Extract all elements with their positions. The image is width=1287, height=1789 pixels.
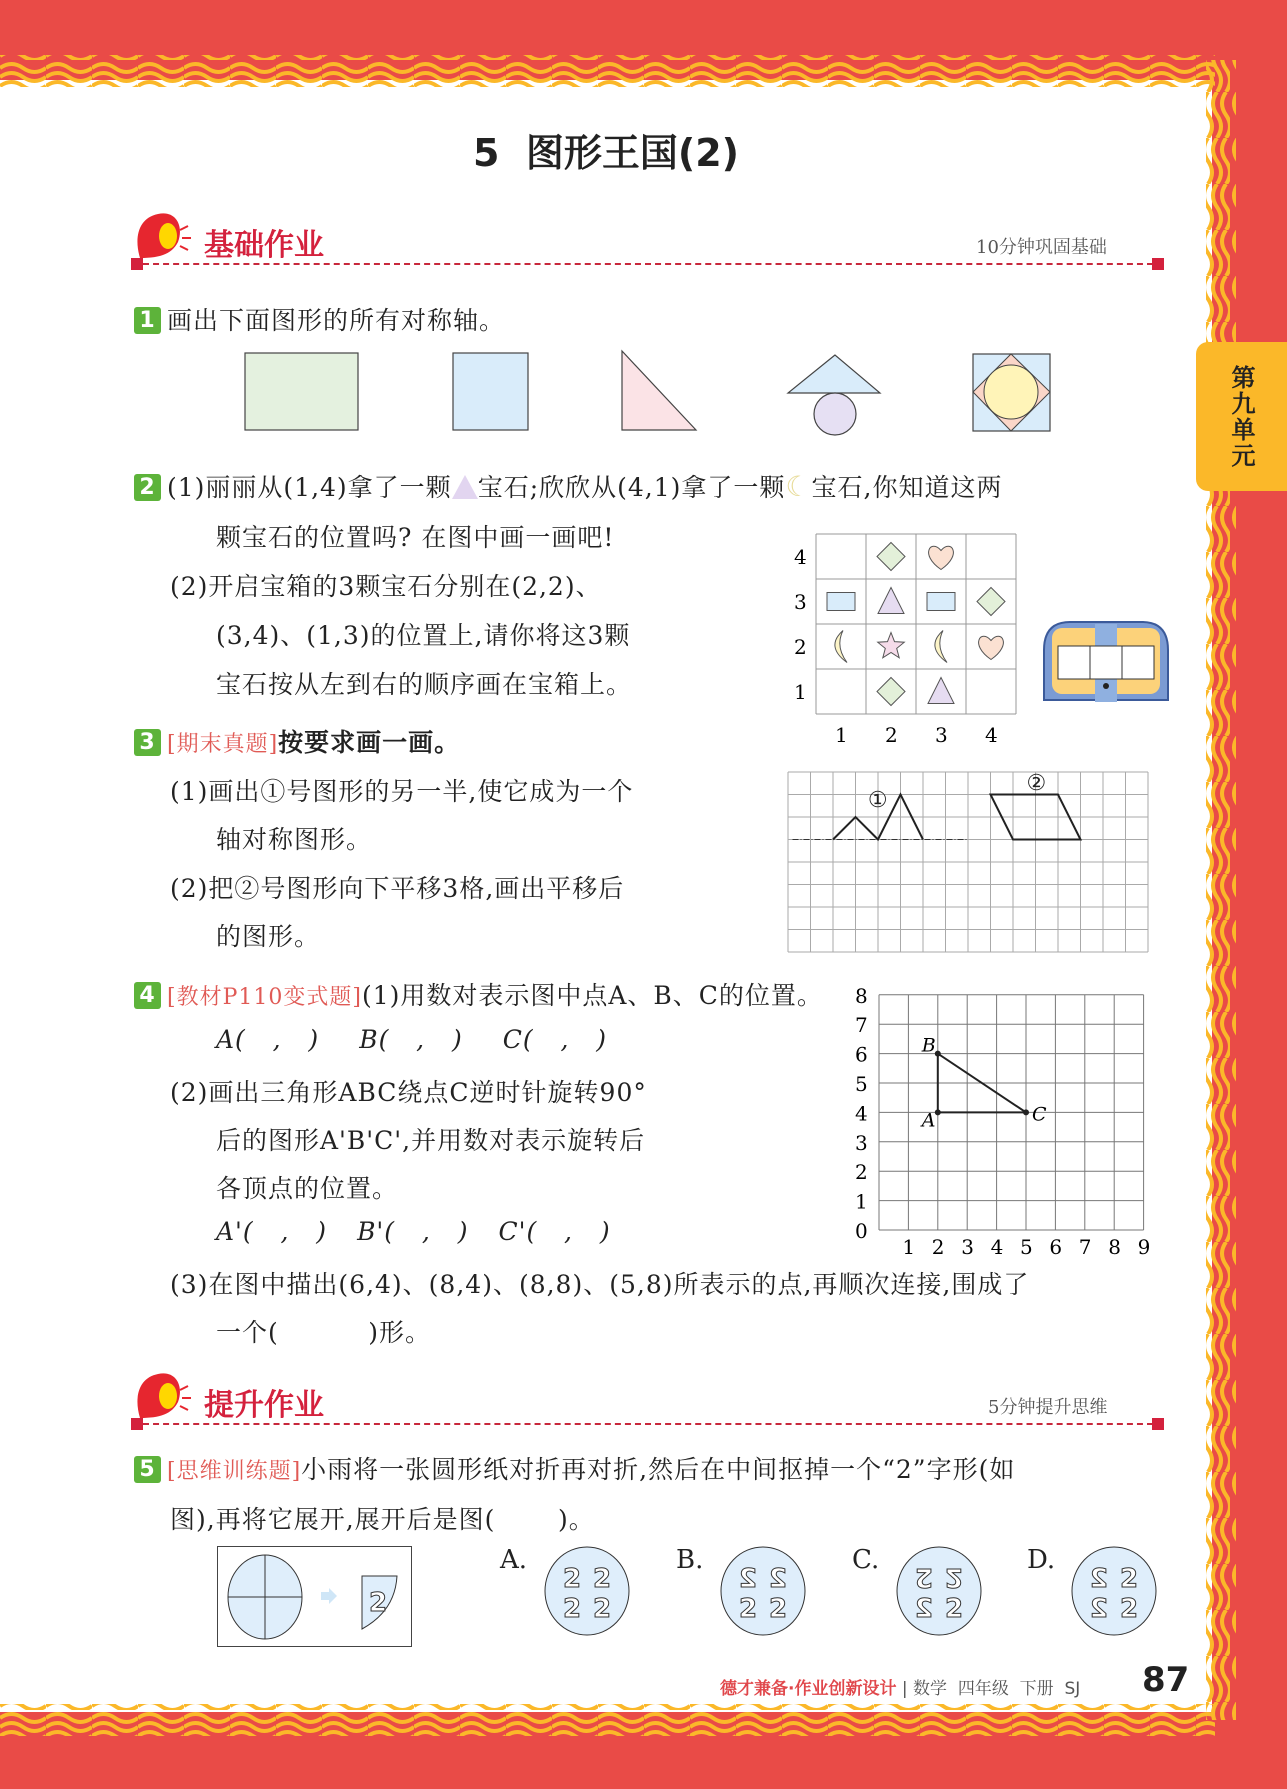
x-tick-label: 2 (931, 1235, 945, 1255)
figure-1-label: ① (867, 787, 888, 813)
q3-text: (2)把②号图形向下平移3格,画出平移后 (170, 874, 625, 903)
section-line-cap (1152, 258, 1164, 270)
point-c (1023, 1109, 1029, 1115)
circle-shape (814, 393, 856, 435)
lamp-icon (132, 1368, 192, 1424)
y-tick-label: 2 (855, 1160, 868, 1185)
answer-blank-b[interactable]: B( , ) (359, 1025, 463, 1054)
cut-glyph: 2 (592, 1594, 612, 1624)
footer: 德才兼备·作业创新设计 | 数学 四年级 下册 SJ (720, 1679, 1081, 1699)
option-label: D. (1027, 1545, 1056, 1575)
diamond-gem-icon (977, 588, 1005, 616)
section-line-cap (1152, 1418, 1164, 1430)
y-tick-label: 7 (855, 1013, 868, 1038)
footer-brand: 德才兼备·作业创新设计 (720, 1679, 897, 1699)
rectangle-shape (245, 353, 358, 430)
q4-text: 各顶点的位置。 (216, 1174, 399, 1203)
square-shape (453, 353, 528, 430)
diamond-gem-icon (877, 678, 905, 706)
cut-glyph: 2 (944, 1562, 964, 1592)
question-text: 按要求画一画。 (278, 728, 461, 757)
y-tick-label: 6 (855, 1042, 868, 1067)
y-tick-label: 5 (855, 1072, 868, 1096)
question-4-line-1 (134, 976, 823, 1012)
section-line-cap (131, 1418, 143, 1430)
q2-text: 宝石按从左到右的顺序画在宝箱上。 (216, 670, 633, 699)
answer-blank-c[interactable]: C( , ) (502, 1025, 607, 1054)
x-tick-label: 8 (1108, 1235, 1121, 1255)
answer-blank-c-prime[interactable]: C'( , ) (498, 1217, 611, 1246)
question-number: 1 (134, 307, 161, 334)
moon-gem-icon (935, 631, 947, 663)
x-tick-label: 6 (1049, 1235, 1063, 1255)
point-a (935, 1109, 941, 1115)
question-number: 2 (134, 474, 161, 501)
cut-glyph: 2 (562, 1564, 582, 1594)
cut-glyph: 2 (914, 1594, 934, 1624)
point-label-c: C (1032, 1103, 1047, 1126)
cut-glyph: 2 (768, 1564, 788, 1594)
q2-text: (1)丽丽从(1,4)拿了一颗 (167, 473, 452, 502)
point-label-b: B (921, 1034, 936, 1057)
moon-gem-icon (835, 631, 847, 663)
x-tick-label: 3 (961, 1235, 974, 1255)
coordinate-grid[interactable] (850, 980, 1160, 1255)
unit-tab-label: 第九单元 (1227, 364, 1255, 469)
figure-2-label: ② (1026, 771, 1047, 796)
cut-glyph: 2 (738, 1564, 758, 1594)
footer-info: 数学 四年级 下册 SJ (913, 1679, 1081, 1699)
cut-glyph: 2 (768, 1594, 788, 1624)
grid-x-label: 1 (835, 723, 848, 747)
question-number: 3 (134, 729, 161, 756)
option-circle (894, 1545, 984, 1637)
question-tag: [教材P110变式题] (167, 985, 362, 1010)
y-tick-label: 3 (855, 1130, 868, 1155)
grid-y-label: 2 (794, 635, 807, 659)
q4-blanks-1 (216, 1025, 607, 1054)
grid-x-label: 4 (985, 723, 998, 747)
question-tag: [思维训练题] (167, 1459, 302, 1484)
inscribed-circle-shape (984, 365, 1038, 419)
rect-gem-icon (927, 593, 955, 611)
y-tick-label: 1 (855, 1189, 868, 1214)
question-1 (134, 301, 505, 337)
q2-text: (3,4)、(1,3)的位置上,请你将这3颗 (216, 621, 631, 650)
q4-blanks-2 (216, 1217, 611, 1246)
grid-y-label: 1 (794, 680, 807, 704)
x-tick-label: 9 (1137, 1235, 1151, 1255)
question-number: 4 (134, 982, 161, 1009)
grid-x-label: 2 (885, 723, 898, 747)
option-circle (1069, 1545, 1159, 1637)
section-divider (143, 263, 1153, 265)
question-text: 小雨将一张圆形纸对折再对折,然后在中间抠掉一个“2”字形(如 (301, 1455, 1016, 1484)
gem-grid (780, 525, 1040, 755)
question-text: (1)用数对表示图中点A、B、C的位置。 (361, 981, 823, 1010)
chest-slot[interactable] (1090, 646, 1122, 679)
page-title: 5 图形王国(2) (472, 131, 740, 175)
answer-blank-a-prime[interactable]: A'( , ) (216, 1217, 328, 1246)
option-circle (542, 1545, 632, 1637)
rect-gem-icon (827, 593, 855, 611)
answer-blank-b-prime[interactable]: B'( , ) (357, 1217, 469, 1246)
diamond-gem-icon (877, 543, 905, 571)
q1-shapes (240, 345, 1060, 440)
q2-text: 宝石,你知道这两 (811, 473, 1003, 502)
q4-answer-line[interactable]: 一个( )形。 (216, 1318, 431, 1347)
section-divider (143, 1423, 1153, 1425)
q2-text: 颗宝石的位置吗? 在图中画一画吧! (216, 523, 615, 552)
right-triangle-shape (622, 351, 696, 430)
cut-glyph: 2 (1089, 1594, 1109, 1624)
section-note-basic: 10分钟巩固基础 (976, 237, 1107, 258)
grid-x-label: 3 (935, 723, 948, 747)
q3-text: (1)画出①号图形的另一半,使它成为一个 (170, 777, 634, 806)
y-tick-label: 0 (855, 1219, 868, 1243)
cut-glyph: 2 (592, 1564, 612, 1594)
option-label: C. (852, 1545, 880, 1575)
cut-glyph: 2 (562, 1594, 582, 1624)
option-label: B. (676, 1545, 704, 1575)
grid-y-label: 3 (794, 590, 807, 614)
section-title-basic: 基础作业 (204, 228, 324, 263)
cut-glyph: 2 (914, 1562, 934, 1592)
cut-glyph: 2 (738, 1594, 758, 1624)
triangle-gem-icon (452, 475, 478, 499)
fold-diagram (217, 1546, 413, 1648)
section-line-cap (131, 258, 143, 270)
question-2-line-1 (134, 468, 1002, 504)
y-tick-label: 8 (855, 983, 868, 1008)
cut-glyph: 2 (1119, 1564, 1139, 1594)
x-tick-label: 1 (902, 1235, 916, 1255)
option-circle (718, 1545, 808, 1637)
heart-gem-icon (979, 636, 1004, 659)
q5-text: 图),再将它展开,展开后是图( )。 (170, 1505, 595, 1534)
heart-gem-icon (929, 546, 954, 569)
q3-text: 轴对称图形。 (216, 825, 373, 854)
fold-glyph: 2 (369, 1588, 388, 1618)
unit-side-tab[interactable] (1196, 342, 1287, 491)
star-gem-icon (878, 633, 905, 658)
section-note-advanced: 5分钟提升思维 (988, 1397, 1108, 1418)
q3-text: 的图形。 (216, 922, 321, 951)
y-tick-label: 4 (855, 1101, 868, 1126)
drawing-grid[interactable] (787, 771, 1149, 955)
triangle-gem-icon (928, 678, 954, 704)
page-number: 87 (1142, 1660, 1190, 1700)
cut-glyph: 2 (944, 1594, 964, 1624)
x-tick-label: 4 (990, 1235, 1004, 1255)
chest-slot[interactable] (1058, 646, 1090, 679)
section-title-advanced: 提升作业 (204, 1388, 324, 1423)
triangle-shape (788, 355, 880, 393)
question-tag: [期末真题] (167, 732, 279, 757)
q2-text: 宝石;欣欣从(4,1)拿了一颗 (477, 473, 786, 502)
triangle-gem-icon (878, 588, 904, 614)
answer-blank-a[interactable]: A( , ) (216, 1025, 320, 1054)
question-3 (134, 723, 460, 759)
moon-gem-icon: ☾ (785, 470, 812, 503)
q2-text: (2)开启宝箱的3颗宝石分别在(2,2)、 (170, 572, 602, 601)
question-text: 画出下面图形的所有对称轴。 (167, 306, 506, 335)
grid-y-label: 4 (794, 545, 807, 569)
chest-slot[interactable] (1122, 646, 1154, 679)
x-tick-label: 5 (1020, 1235, 1033, 1255)
question-5-line-1 (134, 1450, 1015, 1486)
q4-text: (2)画出三角形ABC绕点C逆时针旋转90° (170, 1078, 647, 1107)
x-tick-label: 7 (1078, 1235, 1092, 1255)
question-number: 5 (134, 1456, 161, 1483)
q4-text: (3)在图中描出(6,4)、(8,4)、(8,8)、(5,8)所表示的点,再顺次连接,围成了 (170, 1270, 1030, 1299)
point-label-a: A (921, 1109, 936, 1132)
option-label: A. (500, 1545, 528, 1575)
lamp-icon (132, 208, 192, 264)
treasure-chest-icon (1040, 620, 1172, 708)
cut-glyph: 2 (1089, 1564, 1109, 1594)
q4-text: 后的图形A'B'C',并用数对表示旋转后 (216, 1126, 646, 1155)
cut-glyph: 2 (1119, 1594, 1139, 1624)
